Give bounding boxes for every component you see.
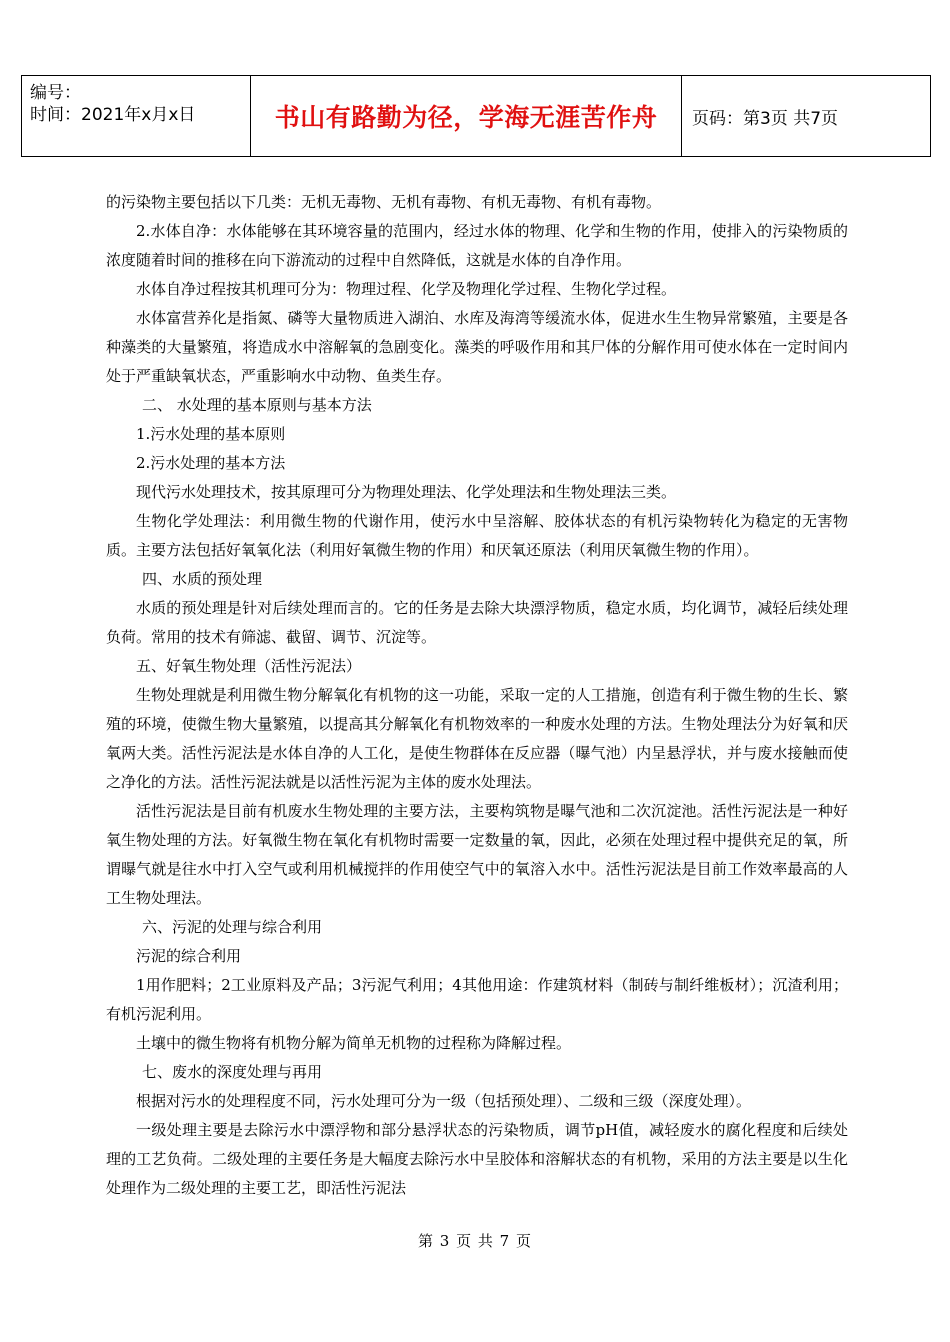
section-heading-6: 六、污泥的处理与综合利用 (142, 918, 323, 936)
paragraph-continuation: 的污染物主要包括以下几类：无机无毒物、无机有毒物、有机无毒物、有机有毒物。 (106, 193, 662, 211)
document-body (106, 188, 848, 1203)
paragraph-water-self-purification: 2.水体自净：水体能够在其环境容量的范围内，经过水体的物理、化学和生物的作用，使排入的污染物质的浓度随着时间的推移在向下游流动的过程中自然降低，这就是水体的自净作用。 (106, 222, 848, 269)
document-number-label: 编号： (30, 83, 81, 103)
paragraph-pretreatment: 水质的预处理是针对后续处理而言的。它的任务是去除大块漂浮物质，稳定水质，均化调节，减轻后续处理负荷。常用的技术有筛滤、截留、调节、沉淀等。 (106, 599, 848, 646)
subheading-sludge-utilization: 污泥的综合利用 (136, 947, 242, 965)
document-date-label: 时间：2021年x月x日 (30, 105, 196, 125)
paragraph-biochemical: 生物化学处理法：利用微生物的代谢作用，使污水中呈溶解、胶体状态的有机污染物转化为稳定的无害物质。主要方法包括好氧氧化法（利用好氧微生物的作用）和厌氧还原法（利用厌氧微生物的作用）。 (106, 512, 848, 559)
paragraph-activated-sludge: 活性污泥法是目前有机废水生物处理的主要方法，主要构筑物是曝气池和二次沉淀池。活性污泥法是一种好氧生物处理的方法。好氧微生物在氧化有机物时需要一定数量的氧，因此，必须在处理过程中提供充足的氧，所谓曝气就是往水中打入空气或利用机械搅拌的作用使空气中的氧溶入水中。活性污泥法是目前工作效率最高的人工生物处理法。 (106, 802, 848, 907)
document-header (21, 75, 931, 157)
header-info-cell (22, 76, 251, 157)
paragraph-biological-treatment: 生物处理就是利用微生物分解氧化有机物的这一功能，采取一定的人工措施，创造有利于微生物的生长、繁殖的环境，使微生物大量繁殖，以提高其分解氧化有机物效率的一种废水处理的方法。生物处理法分为好氧和厌氧两大类。活性污泥法是水体自净的人工化，是使生物群体在反应器（曝气池）内呈悬浮状，并与废水接触而使之净化的方法。活性污泥法就是以活性污泥为主体的废水处理法。 (106, 686, 848, 791)
section-heading-5: 五、好氧生物处理（活性污泥法） (136, 657, 362, 675)
subheading-principles: 1.污水处理的基本原则 (136, 425, 286, 443)
header-page-cell (682, 76, 931, 157)
paragraph-sludge-uses: 1用作肥料；2工业原料及产品；3污泥气利用；4其他用途：作建筑材料（制砖与制纤维板材）；沉渣利用；有机污泥利用。 (106, 976, 848, 1023)
header-motto: 书山有路勤为径，学海无涯苦作舟 (274, 103, 658, 132)
header-motto-cell (251, 76, 682, 157)
section-heading-7: 七、废水的深度处理与再用 (142, 1063, 323, 1081)
section-heading-4: 四、水质的预处理 (142, 570, 263, 588)
section-heading-2: 二、 水处理的基本原则与基本方法 (142, 396, 372, 414)
paragraph-primary-secondary: 一级处理主要是去除污水中漂浮物和部分悬浮状态的污染物质，调节pH值，减轻废水的腐化程度和后续处理的工艺负荷。二级处理的主要任务是大幅度去除污水中呈胶体和溶解状态的有机物，采用的方法主要是以生化处理作为二级处理的主要工艺，即活性污泥法 (106, 1121, 848, 1197)
subheading-methods: 2.污水处理的基本方法 (136, 454, 286, 472)
paragraph-treatment-levels: 根据对污水的处理程度不同，污水处理可分为一级（包括预处理）、二级和三级（深度处理）。 (136, 1092, 752, 1110)
page-footer: 第 3 页 共 7 页 (418, 1232, 532, 1250)
paragraph-self-purification-process: 水体自净过程按其机理可分为：物理过程、化学及物理化学过程、生物化学过程。 (136, 280, 677, 298)
paragraph-degradation: 土壤中的微生物将有机物分解为简单无机物的过程称为降解过程。 (136, 1034, 572, 1052)
paragraph-eutrophication: 水体富营养化是指氮、磷等大量物质进入湖泊、水库及海湾等缓流水体，促进水生生物异常繁殖，主要是各种藻类的大量繁殖，将造成水中溶解氧的急剧变化。藻类的呼吸作用和其尸体的分解作用可使水体在一定时间内处于严重缺氧状态，严重影响水中动物、鱼类生存。 (106, 309, 848, 385)
paragraph-treatment-types: 现代污水处理技术，按其原理可分为物理处理法、化学处理法和生物处理法三类。 (136, 483, 677, 501)
header-page-number: 页码：第3页 共7页 (692, 108, 839, 129)
